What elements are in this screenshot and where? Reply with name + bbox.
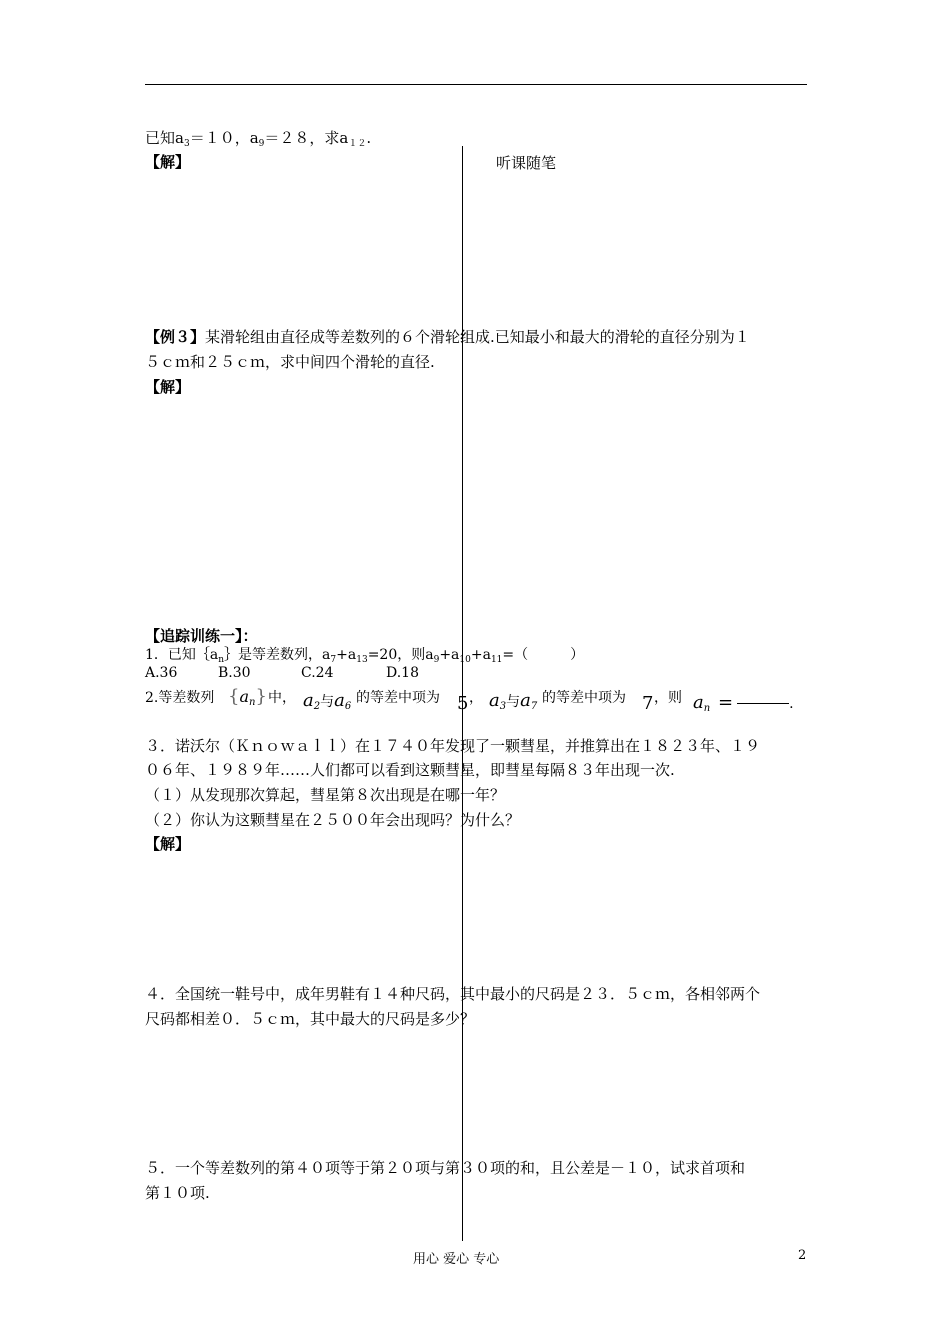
midterm-value-2: 7 [642, 693, 654, 714]
question-3-sub-1: （１）从发现那次算起，彗星第８次出现是在哪一年？ [145, 786, 506, 804]
question-1: 1．已知$\{a_n\}$是等差数列，$a_7+a_{13}=20$，则$a_9+a_{10}+a_{11}=$（ ） [145, 647, 585, 665]
answer-blank: = . [718, 692, 794, 713]
solution-label-1: 【解】 [145, 153, 191, 171]
question-1-option-a: A.36 [145, 665, 178, 681]
footer-motto: 用心 爱心 专心 [413, 1252, 500, 1267]
sequence-an: $\{a_n\}$ [228, 686, 267, 708]
page-number: 2 [798, 1248, 807, 1263]
question-2-ze: ，则 [654, 690, 682, 706]
notes-column-label: 听课随笔 [496, 154, 557, 172]
midterm-value-1: 5 [457, 693, 469, 714]
question-4-line-2: 尺码都相差０．５ｃｍ，其中最大的尺码是多少？ [145, 1010, 476, 1028]
question-3-line-2: ０６年、１９８９年……人们都可以看到这颗彗星，即彗星每隔８３年出现一次. [145, 761, 675, 779]
header-rule [145, 84, 807, 85]
practice-title: 【追踪训练一】： [145, 627, 258, 645]
question-1-option-d: D.18 [386, 665, 419, 681]
example-3-line-1: 【例３】某滑轮组由直径成等差数列的６个滑轮组成.已知最小和最大的滑轮的直径分别为１ [145, 328, 750, 346]
question-1-option-c: C.24 [301, 665, 334, 681]
answer-an: $a_n$ [693, 692, 711, 714]
question-3-line-1: ３．诺沃尔（Ｋｎｏｗａｌｌ）在１７４０年发现了一颗彗星，并推算出在１８２３年、１９ [145, 737, 761, 755]
example-3-line-2: ５ｃｍ和２５ｃｍ，求中间四个滑轮的直径. [145, 353, 435, 371]
question-2-prefix: 2.等差数列 [145, 690, 215, 706]
question-3-sub-2: （２）你认为这颗彗星在２５００年会出现吗？为什么？ [145, 811, 521, 829]
question-5-line-1: ５．一个等差数列的第４０项等于第２０项与第３０项的和，且公差是－１０，试求首项和 [145, 1159, 746, 1177]
solution-label-2: 【解】 [145, 378, 191, 396]
question-2-text-2: 的等差中项为 [542, 690, 626, 706]
a3-and-a7: $a_3$与$a_7$ [489, 690, 538, 712]
example-3-tag: 【例３】 [145, 328, 206, 346]
question-5-line-2: 第１０项. [145, 1184, 210, 1202]
question-2-sep: ， [469, 690, 483, 706]
solution-label-3: 【解】 [145, 835, 191, 853]
a2-and-a6: $a_2$与$a_6$ [303, 690, 352, 712]
question-4-line-1: ４．全国统一鞋号中，成年男鞋有１４种尺码，其中最小的尺码是２３．５ｃｍ，各相邻两个 [145, 985, 761, 1003]
given-line: 已知$a_3=10$，$a_9=28$，求$a_{12}$. [145, 129, 372, 149]
question-1-option-b: B.30 [218, 665, 251, 681]
question-2-zhong: 中， [268, 690, 296, 706]
question-2-text-1: 的等差中项为 [356, 690, 440, 706]
